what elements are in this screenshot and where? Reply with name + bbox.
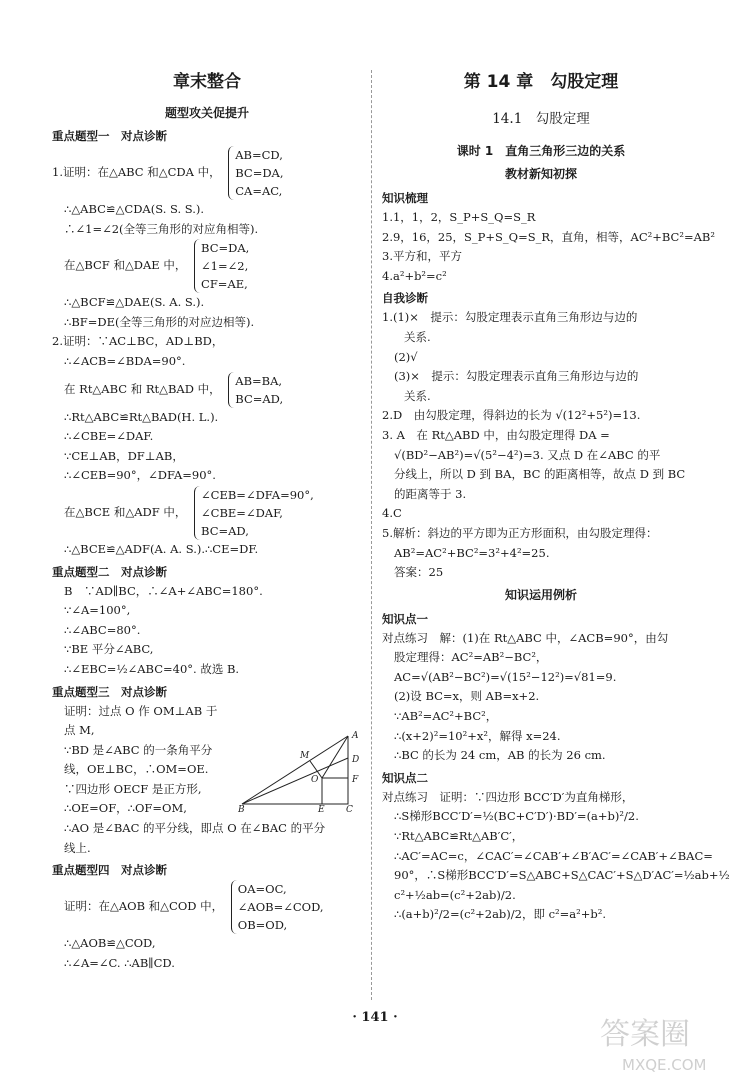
- proof-line: 证明：过点 O 作 OM⊥AB 于: [64, 703, 218, 718]
- equation-system: BC=DA, ∠1=∠2, CF=AE,: [194, 239, 249, 293]
- answer-line: 关系.: [404, 388, 431, 403]
- answer-line: AB²=AC²+BC²=3²+4²=25.: [394, 545, 550, 560]
- proof-line: 线，OE⊥BC，∴OM=OE.: [64, 762, 209, 777]
- column-divider: [371, 70, 372, 1000]
- label-d: D: [352, 755, 360, 765]
- problem-1-intro: 1.证明：在△ABC 和△CDA 中， AB=CD, BC=DA, CA=AC,: [52, 148, 284, 198]
- part-title-2: 知识运用例析: [504, 587, 577, 602]
- answer-line: (3)× 提示：勾股定理表示直角三角形边与边的: [394, 369, 639, 384]
- proof-line: ∴BF=DE(全等三角形的对应边相等).: [64, 314, 255, 329]
- knowledge-point-2: 知识点二: [382, 770, 428, 785]
- left-title: 章末整合: [173, 72, 241, 92]
- section-title: 14.1 勾股定理: [492, 111, 590, 127]
- answer-line: AC=√(AB²−BC²)=√(15²−12²)=√81=9.: [394, 669, 617, 684]
- answer-line: 关系.: [404, 329, 431, 344]
- answer-line: 4.C: [382, 506, 402, 521]
- left-column: [52, 66, 362, 973]
- answer-line: 2.D 由勾股定理，得斜边的长为 √(12²+5²)=13.: [382, 408, 641, 423]
- label-c: C: [346, 805, 353, 812]
- label-o: O: [311, 775, 319, 785]
- proof-line: ∴∠ABC=80°.: [64, 622, 141, 637]
- proof-line: ∴∠A=∠C. ∴AB∥CD.: [64, 955, 175, 970]
- answer-line: 1.(1)× 提示：勾股定理表示直角三角形边与边的: [382, 310, 638, 325]
- proof-line: ∵CE⊥AB，DF⊥AB，: [64, 448, 184, 463]
- answer-line: 2.9，16，25，S_P+S_Q=S_R，直角，相等，AC²+BC²=AB²: [382, 229, 715, 244]
- problem-1-intro-2: 在△BCF 和△DAE 中， BC=DA, ∠1=∠2, CF=AE,: [64, 241, 250, 292]
- answer-line: ∵AB²=AC²+BC²，: [394, 709, 498, 724]
- answer-line: ∴(a+b)²/2=(c²+2ab)/2，即 c²=a²+b².: [394, 907, 607, 922]
- geometry-figure: [238, 730, 362, 812]
- part-title-1: 教材新知初探: [504, 167, 577, 181]
- proof-line: ∴∠CBE=∠DAF.: [64, 429, 154, 444]
- proof-line: ∴∠1=∠2(全等三角形的对应角相等).: [64, 221, 259, 236]
- proof-line: ∴Rt△ABC≌Rt△BAD(H. L.).: [64, 409, 219, 424]
- knowledge-heading: 知识梳理: [382, 191, 428, 205]
- proof-line: ∴∠CEB=90°，∠DFA=90°.: [64, 468, 216, 483]
- answer-line: 对点练习 解：(1)在 Rt△ABC 中，∠ACB=90°，由勾: [382, 630, 669, 645]
- left-subtitle: 题型攻关促提升: [164, 106, 249, 120]
- problem-5-intro: 证明：在△AOB 和△COD 中， OA=OC, ∠AOB=∠COD, OB=OD,: [64, 882, 324, 933]
- answer-line: 答案：25: [394, 565, 444, 580]
- answer-line: 对点练习 证明：∵四边形 BCC′D′为直角梯形，: [382, 789, 634, 804]
- proof-line: ∴∠EBC=½∠ABC=40°. 故选 B.: [64, 661, 240, 676]
- answer-line: 分线上，所以 D 到 BA，BC 的距离相等，故点 D 到 BC: [394, 467, 686, 482]
- knowledge-point-1: 知识点一: [382, 611, 428, 626]
- proof-line: ∵∠A=100°,: [64, 603, 131, 618]
- segment-ao: [322, 736, 348, 778]
- answer-line: 的距离等于 3.: [394, 486, 467, 501]
- proof-line: ∴AO 是∠BAC 的平分线，即点 O 在∠BAC 的平分: [64, 821, 326, 836]
- answer-line: √(BD²−AB²)=√(5²−4²)=3. 又点 D 在∠ABC 的平: [394, 447, 661, 462]
- segment-bd: [242, 758, 348, 804]
- self-diagnosis-heading: 自我诊断: [382, 291, 428, 306]
- answer-line: 3. A 在 Rt△ABD 中，由勾股定理得 DA =: [382, 427, 610, 442]
- square-oecf: [322, 778, 348, 804]
- proof-line: B ∵AD∥BC，∴∠A+∠ABC=180°.: [64, 583, 263, 598]
- proof-line: 线上.: [64, 840, 91, 855]
- proof-line: 2.证明：∵AC⊥BC，AD⊥BD，: [52, 334, 224, 349]
- section-heading-3: 重点题型三 对点诊断: [52, 684, 167, 699]
- watermark-line-2: MXQE.COM: [622, 1056, 707, 1074]
- proof-line: ∴△AOB≌△COD,: [64, 936, 156, 951]
- equation-system: AB=BA, BC=AD,: [228, 372, 283, 408]
- equation-system: AB=CD, BC=DA, CA=AC,: [228, 146, 283, 200]
- proof-line: ∴OE=OF，∴OF=OM,: [64, 801, 187, 816]
- proof-line: ∴∠ACB=∠BDA=90°.: [64, 353, 186, 368]
- answer-line: 3.平方和，平方: [382, 249, 462, 264]
- lesson-title: 课时 1 直角三角形三边的关系: [456, 144, 626, 158]
- answer-line: 股定理得：AC²=AB²−BC²，: [394, 650, 548, 665]
- watermark-line-1: 答案圈: [600, 1017, 690, 1052]
- problem-2-intro-2: 在△BCE 和△ADF 中， ∠CEB=∠DFA=90°, ∠CBE=∠DAF, BC=AD,: [64, 487, 314, 538]
- proof-line: ∴△BCE≌△ADF(A. A. S.).∴CE=DF.: [64, 541, 259, 556]
- watermark-logo: [592, 1010, 742, 1080]
- answer-line: ∴AC′=AC=c，∠CAC′=∠CAB′+∠B′AC′=∠CAB′+∠BAC=: [394, 848, 713, 863]
- answer-line: 1.1，1，2，S_P+S_Q=S_R: [382, 210, 536, 224]
- equation-system: ∠CEB=∠DFA=90°, ∠CBE=∠DAF, BC=AD,: [194, 486, 314, 540]
- answer-line: ∴BC 的长为 24 cm，AB 的长为 26 cm.: [394, 748, 606, 763]
- label-f: F: [352, 775, 359, 785]
- answer-line: c²+½ab=(c²+2ab)/2.: [394, 887, 516, 902]
- proof-line: ∴△ABC≌△CDA(S. S. S.).: [64, 202, 205, 216]
- problem-2-intro: 在 Rt△ABC 和 Rt△BAD 中， AB=BA, BC=AD,: [64, 373, 284, 406]
- chapter-title: 第 14 章 勾股定理: [463, 72, 619, 92]
- answer-line: (2)√: [394, 349, 418, 364]
- segment-ba: [242, 736, 348, 804]
- label-a: A: [352, 731, 359, 741]
- page-number: · 141 ·: [352, 1010, 398, 1025]
- section-heading-4: 重点题型四 对点诊断: [52, 863, 167, 878]
- proof-line: 点 M,: [64, 723, 95, 738]
- section-heading-2: 重点题型二 对点诊断: [52, 564, 167, 579]
- proof-line: ∴△BCF≌△DAE(S. A. S.).: [64, 295, 205, 310]
- answer-line: (2)设 BC=x，则 AB=x+2.: [394, 689, 540, 704]
- proof-line: ∵四边形 OECF 是正方形,: [64, 781, 202, 796]
- right-column: [382, 66, 730, 925]
- label-b: B: [238, 805, 245, 812]
- proof-line: ∵BE 平分∠ABC,: [64, 642, 154, 657]
- answer-line: 4.a²+b²=c²: [382, 268, 447, 283]
- answer-line: 5.解析：斜边的平方即为正方形面积，由勾股定理得：: [382, 525, 658, 540]
- answer-line: ∴S梯形BCC′D′=½(BC+C′D′)·BD′=(a+b)²/2.: [394, 809, 639, 824]
- section-heading-1: 重点题型一 对点诊断: [52, 129, 167, 143]
- answer-line: ∴(x+2)²=10²+x²，解得 x=24.: [394, 728, 561, 743]
- equation-system: OA=OC, ∠AOB=∠COD, OB=OD,: [231, 880, 324, 934]
- answer-line: 90°，∴S梯形BCC′D′=S△ABC+S△CAC′+S△D′AC′=½ab+½: [394, 868, 730, 883]
- proof-line: ∵BD 是∠ABC 的一条角平分: [64, 742, 213, 757]
- label-e: E: [318, 805, 325, 812]
- answer-line: ∵Rt△ABC≌Rt△AB′C′，: [394, 829, 524, 844]
- label-m: M: [300, 751, 310, 761]
